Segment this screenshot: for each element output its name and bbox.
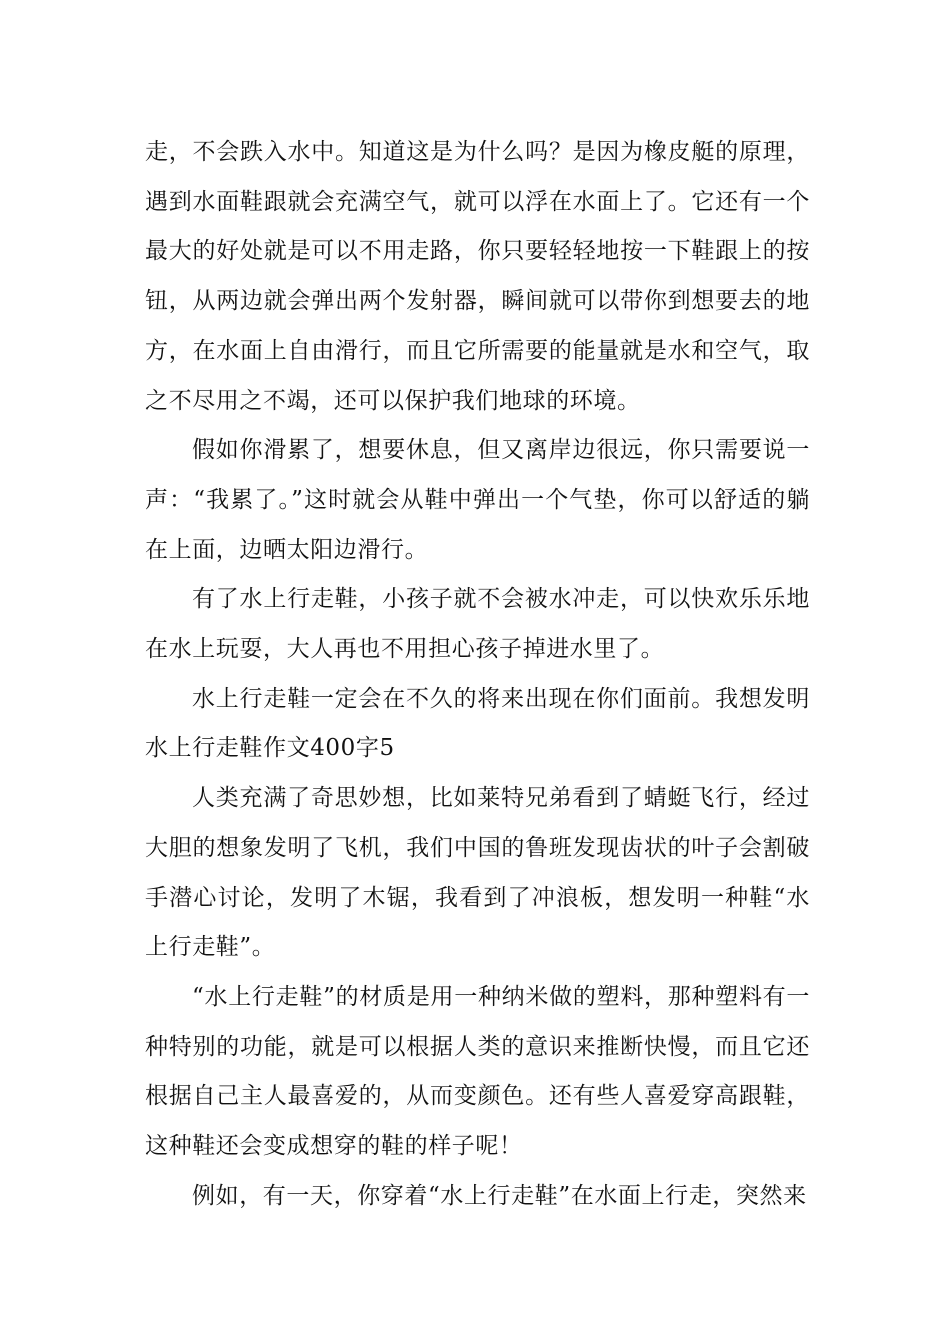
paragraph-1: 走，不会跌入水中。知道这是为什么吗？是因为橡皮艇的原理，遇到水面鞋跟就会充满空气，就可以浮在水面上了。它还有一个最大的好处就是可以不用走路，你只要轻轻地按一下鞋跟上的按钮，从两边就会弹出两个发射器，瞬间就可以带你到想要去的地方，在水面上自由滑行，而且它所需要的能量就是水和空气，取之不尽用之不竭，还可以保护我们地球的环境。 (145, 139, 810, 414)
paragraph-3: 有了水上行走鞋，小孩子就不会被水冲走，可以快欢乐乐地在水上玩耍，大人再也不用担心孩子掉进水里了。 (145, 586, 810, 663)
document-page (145, 128, 810, 1221)
paragraph-6: “水上行走鞋”的材质是用一种纳米做的塑料，那种塑料有一种特别的功能，就是可以根据人类的意识来推断快慢，而且它还根据自己主人最喜爱的，从而变颜色。还有些人喜爱穿高跟鞋，这种鞋还会变成想穿的鞋的样子呢！ (145, 983, 810, 1160)
paragraph-7: 例如，有一天，你穿着“水上行走鞋”在水面上行走，突然来 (192, 1182, 807, 1209)
paragraph-2: 假如你滑累了，想要休息，但又离岸边很远，你只需要说一声：“我累了。”这时就会从鞋中弹出一个气垫，你可以舒适的躺在上面，边晒太阳边滑行。 (145, 437, 810, 563)
paragraph-4: 水上行走鞋一定会在不久的将来出现在你们面前。我想发明水上行走鞋作文400字5 (145, 685, 810, 762)
paragraph-5: 人类充满了奇思妙想，比如莱特兄弟看到了蜻蜓飞行，经过大胆的想象发明了飞机，我们中国的鲁班发现齿状的叶子会割破手潜心讨论，发明了木锯，我看到了冲浪板，想发明一种鞋“水上行走鞋”。 (145, 785, 810, 961)
